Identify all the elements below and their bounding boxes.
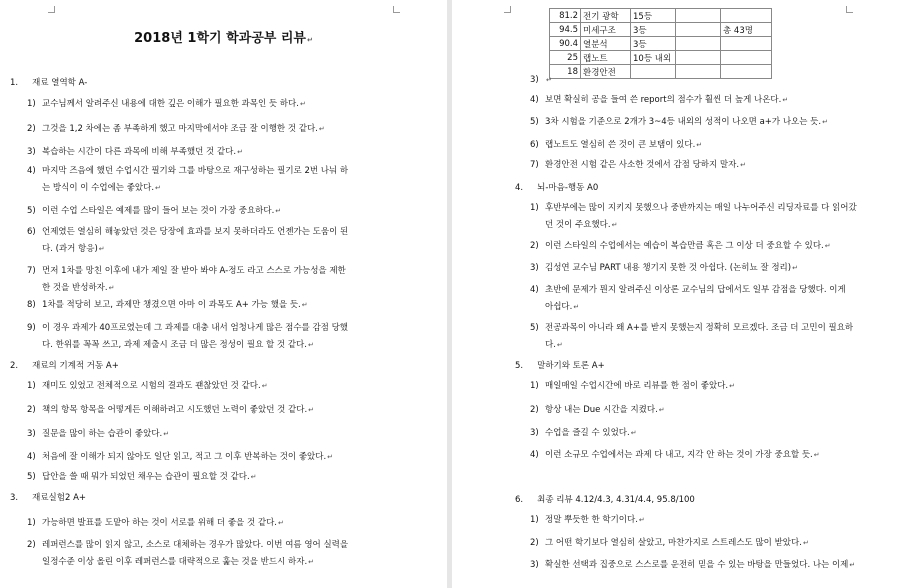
section-title-text: 재료실험2 A+: [32, 493, 87, 503]
paragraph-mark: ↵: [327, 453, 334, 461]
paragraph-mark: ↵: [729, 382, 736, 390]
list-item-number: 5): [27, 472, 36, 482]
list-item[interactable]: [530, 157, 875, 174]
list-item-text: 3차 시험을 기준으로 2개가 3~4등 내외의 성적이 나오면 a+가 나오는 듯.↵: [545, 117, 828, 127]
list-item-number: 2): [27, 405, 36, 415]
section-title-text: 뇌-마음-행동 A0: [537, 183, 599, 193]
list-item-text: 보면 확실히 공을 들여 쓴 report의 점수가 훨씬 더 높게 나온다.↵: [545, 95, 789, 105]
paragraph-mark: ↵: [98, 245, 105, 253]
list-item-number: 3): [27, 147, 36, 157]
paragraph-mark: ↵: [299, 100, 306, 108]
list-item-text: 전공과목이 아니라 왜 A+를 받지 못했는지 정확히 모르겠다. 조금 더 고민이 필요하 다.↵: [545, 323, 854, 350]
paragraph-mark: ↵: [108, 284, 115, 292]
list-item-text: 확실한 선택과 집중으로 스스로를 운전히 믿을 수 있는 바탕을 만들었다. 나는 이제↵: [545, 560, 856, 570]
grade-rank-cell[interactable]: 3등: [631, 23, 676, 37]
paragraph-mark: ↵: [824, 242, 831, 250]
list-item-text: 가능하면 발표를 도맡아 하는 것이 서로를 위해 더 좋을 것 같다.↵: [42, 518, 284, 528]
list-item-text: 그것을 1,2 차에는 좀 부족하게 했고 마지막에서야 조금 잘 이행한 것 같다.↵: [42, 124, 325, 134]
list-item[interactable]: [27, 449, 377, 466]
section-title-text: 재료의 기계적 거동 A+: [32, 361, 119, 371]
list-item-number: 1): [27, 518, 36, 528]
list-item[interactable]: [27, 469, 377, 486]
list-item-text: 언제였든 열심히 해놓았던 것은 당장에 효과를 보지 못하더라도 언젠가는 도움이 된 다. (과거 항응)↵: [42, 227, 349, 254]
margin-corner-mark: [393, 6, 400, 13]
list-item-text: [545, 72, 875, 89]
list-item-number: 1): [27, 381, 36, 391]
document-title[interactable]: 2018년 1학기 학과공부 리뷰↵: [134, 31, 313, 46]
grade-subject-cell[interactable]: 전기 광학: [581, 9, 631, 23]
list-item-text: 랩노트도 열심히 쓴 것이 큰 보탬이 있다.↵: [545, 140, 703, 150]
paragraph-mark: ↵: [630, 429, 637, 437]
grade-total-cell[interactable]: 총 43명: [721, 23, 772, 37]
paragraph-mark: ↵: [546, 76, 552, 84]
grade-score-cell[interactable]: 18: [550, 65, 581, 79]
list-item[interactable]: [27, 297, 377, 314]
paragraph-mark: ↵: [237, 148, 243, 156]
grade-score-cell[interactable]: 90.4: [550, 37, 581, 51]
list-item[interactable]: [27, 263, 377, 297]
paragraph-mark: ↵: [163, 430, 170, 438]
list-item-text: 질문을 많이 하는 습관이 좋았다.↵: [42, 429, 170, 439]
paragraph-mark: ↵: [658, 406, 665, 414]
paragraph-mark: ↵: [318, 125, 325, 133]
list-item-text: 복습하는 시간이 다른 과목에 비해 부족했던 것 같다.↵: [42, 147, 243, 157]
list-item[interactable]: [530, 92, 875, 109]
list-item-text: 수업을 즐길 수 있었다.↵: [545, 428, 637, 438]
list-item-number: 1): [27, 99, 36, 109]
list-item[interactable]: [530, 200, 885, 234]
list-item-number: 2): [27, 540, 36, 550]
paragraph-mark: ↵: [275, 207, 282, 215]
list-item[interactable]: [27, 96, 377, 113]
list-item-text: 정말 뿌듯한 한 학기이다.↵: [545, 515, 645, 525]
paragraph-mark: ↵: [849, 561, 856, 569]
list-item-text: 그 어떤 학기보다 열심히 살았고, 마찬가지로 스트레스도 많이 받았다.↵: [545, 538, 809, 548]
list-item[interactable]: [530, 282, 885, 316]
list-item-number: 3): [530, 428, 539, 438]
list-item-text: 초반에 문제가 뭔지 알려주신 이상론 교수님의 답에서도 일부 감점을 당했다. 이게 아쉽다.↵: [545, 285, 846, 312]
list-item-number: 2): [530, 405, 539, 415]
list-item-number: 5): [27, 206, 36, 216]
list-item[interactable]: [530, 260, 885, 277]
paragraph-mark: ↵: [155, 184, 161, 192]
grade-total-cell[interactable]: [721, 51, 772, 65]
list-item[interactable]: [27, 320, 377, 354]
list-item-number: 4): [27, 452, 36, 462]
list-item-number: 4): [27, 166, 36, 176]
table-row: [550, 37, 772, 51]
section-number: 5.: [515, 361, 524, 371]
grade-subject-cell[interactable]: 환경안전: [581, 65, 631, 79]
grade-table[interactable]: [549, 8, 772, 79]
list-item-number: 9): [27, 323, 36, 333]
section-number: 1.: [10, 78, 19, 88]
list-item[interactable]: [27, 121, 377, 138]
list-item[interactable]: [530, 72, 875, 89]
list-item[interactable]: [27, 203, 377, 220]
list-item[interactable]: [530, 402, 885, 419]
list-item-text: 마지막 즈음에 했던 수업시간 필기와 그를 바탕으로 재구성하는 필기로 2번 나눠 하 는 방식이 이 수업에는 좋았다.↵: [42, 166, 349, 193]
list-item[interactable]: [27, 163, 377, 197]
list-item[interactable]: [530, 238, 885, 255]
table-row: [550, 9, 772, 23]
grade-subject-cell[interactable]: 미세구조: [581, 23, 631, 37]
list-item-text: 이런 소규모 수업에서는 과제 다 내고, 지각 안 하는 것이 가장 중요할 듯.↵: [545, 450, 820, 460]
list-item[interactable]: [530, 535, 885, 552]
paragraph-mark: ↵: [307, 341, 314, 349]
list-item-number: 2): [530, 538, 539, 548]
list-item[interactable]: [530, 320, 885, 354]
list-item[interactable]: [530, 137, 875, 154]
list-item-number: 2): [530, 241, 539, 251]
list-item-number: 3): [530, 75, 539, 85]
list-item-text: 이 경우 과제가 40프로였는데 그 과제를 대충 내서 엄청나게 많은 점수를 감점 당했 다. 한위를 꼭꼭 쓰고, 과제 제출시 조금 더 많은 정성이 필요 할 것 같다.↵: [42, 323, 348, 350]
list-item-number: 1): [530, 381, 539, 391]
grade-empty-cell[interactable]: [676, 51, 721, 65]
grade-total-cell[interactable]: [721, 37, 772, 51]
section-title-text: 말하기와 토론 A+: [537, 361, 605, 371]
grade-score-cell[interactable]: 81.2: [550, 9, 581, 23]
list-item-text: 레퍼런스를 많이 읽지 않고, 소스로 대체하는 경우가 많았다. 이번 여름 영어 실력을 일정수준 이상 올린 이후 레퍼런스를 대략적으로 훑는 것을 반드시 하자.↵: [42, 540, 349, 567]
paragraph-mark: ↵: [250, 473, 257, 481]
paragraph-mark: ↵: [301, 301, 308, 309]
grade-empty-cell[interactable]: [676, 9, 721, 23]
list-item-text: 재미도 있었고 전체적으로 시험의 결과도 괜찮았던 것 같다.↵: [42, 381, 268, 391]
paragraph-mark: ↵: [261, 382, 268, 390]
grade-score-cell[interactable]: 25: [550, 51, 581, 65]
list-item-number: 1): [530, 515, 539, 525]
list-item-number: 4): [530, 285, 539, 295]
list-item[interactable]: [530, 378, 885, 395]
list-item-number: 5): [530, 117, 539, 127]
list-item-text: 환경안전 시험 같은 사소한 것에서 감점 당하지 말자.↵: [545, 160, 746, 170]
section-number: 2.: [10, 361, 19, 371]
list-item-number: 7): [530, 160, 539, 170]
list-item-number: 6): [530, 140, 539, 150]
paragraph-mark: ↵: [573, 303, 580, 311]
grade-rank-cell[interactable]: 10등 내외: [631, 51, 676, 65]
list-item[interactable]: [530, 425, 885, 442]
document-page-right: [452, 0, 900, 588]
grade-empty-cell[interactable]: [676, 23, 721, 37]
grade-subject-cell[interactable]: 랩노트: [581, 51, 631, 65]
list-item-number: 5): [530, 323, 539, 333]
list-item-number: 3): [530, 560, 539, 570]
grade-total-cell[interactable]: [721, 9, 772, 23]
list-item[interactable]: [27, 144, 377, 161]
list-item-number: 1): [530, 203, 539, 213]
grade-rank-cell[interactable]: 15등: [631, 9, 676, 23]
list-item[interactable]: [27, 537, 377, 571]
paragraph-mark: ↵: [792, 264, 798, 272]
section-title-text: 최종 리뷰 4.12/4.3, 4.31/4.4, 95.8/100: [537, 495, 695, 505]
list-item[interactable]: [530, 557, 885, 574]
section-number: 6.: [515, 495, 524, 505]
list-item-text: 이런 수업 스타일은 예제를 많이 들어 보는 것이 가장 중요하다.↵: [42, 206, 282, 216]
list-item[interactable]: [27, 378, 377, 395]
list-item-number: 8): [27, 300, 36, 310]
section-number: 4.: [515, 183, 524, 193]
list-item-text: 책의 항목 항목을 어떻게든 이해하려고 시도했던 노력이 좋았던 것 같다.↵: [42, 405, 315, 415]
section-number: 3.: [10, 493, 19, 503]
list-item-text: 답안을 쓸 때 뭐가 되었던 채우는 습관이 필요할 것 같다.↵: [42, 472, 257, 482]
list-item-number: 3): [27, 429, 36, 439]
paragraph-mark: ↵: [278, 519, 284, 527]
grade-score-cell[interactable]: 94.5: [550, 23, 581, 37]
list-item-text: 매일매일 수업시간에 바로 리뷰를 한 점이 좋았다.↵: [545, 381, 736, 391]
section-title-text: 재료 열역학 A-: [32, 78, 88, 88]
list-item-text: 1차를 적당히 보고, 과제만 챙겼으면 아마 이 과목도 A+ 가능 했을 듯.↵: [42, 300, 308, 310]
paragraph-mark: ↵: [556, 341, 563, 349]
list-item[interactable]: [27, 402, 377, 419]
margin-corner-mark: [846, 6, 853, 13]
paragraph-mark: ↵: [308, 406, 315, 414]
list-item-text: 처음에 잘 이해가 되지 않아도 일단 읽고, 적고 그 이후 반복하는 것이 좋았다.↵: [42, 452, 334, 462]
list-item-text: 김성연 교수님 PART 내용 챙기지 못한 것 아쉽다. (논히뇨 잘 정리)↵: [545, 263, 798, 273]
list-item[interactable]: [530, 447, 885, 464]
paragraph-mark: ↵: [813, 451, 820, 459]
section-heading[interactable]: [515, 493, 695, 505]
list-item-number: 3): [530, 263, 539, 273]
document-page-left: [0, 0, 447, 588]
list-item-text: 항상 내는 Due 시간을 지켰다.↵: [545, 405, 665, 415]
list-item-number: 7): [27, 266, 36, 276]
section-heading[interactable]: [10, 491, 86, 503]
paragraph-mark: ↵: [308, 558, 315, 566]
list-item[interactable]: [27, 426, 377, 443]
grade-subject-cell[interactable]: 열분석: [581, 37, 631, 51]
list-item[interactable]: [27, 515, 377, 532]
list-item-number: 2): [27, 124, 36, 134]
list-item-text: 후반부에는 많이 지키지 못했으나 중반까지는 매일 나누어주신 리딩자료를 다 읽어갔 던 것이 주요했다.↵: [545, 203, 857, 230]
paragraph-mark: ↵: [638, 516, 645, 524]
section-heading[interactable]: [10, 76, 87, 88]
list-item-text: 이런 스타일의 수업에서는 예습이 복습만큼 혹은 그 이상 더 중요할 수 있다.↵: [545, 241, 831, 251]
list-item-number: 6): [27, 227, 36, 237]
section-heading[interactable]: [10, 359, 119, 371]
paragraph-mark: ↵: [611, 221, 618, 229]
list-item-number: 4): [530, 450, 539, 460]
table-row: [550, 51, 772, 65]
list-item[interactable]: [530, 512, 885, 529]
paragraph-mark: ↵: [782, 96, 789, 104]
list-item-text: 먼저 1차를 망친 이후에 내가 제일 잘 받아 봐야 A-정도 라고 스스로 가능성을 제한 한 것을 반성하자.↵: [42, 266, 346, 293]
grade-rank-cell[interactable]: 3등: [631, 37, 676, 51]
paragraph-mark: ↵: [740, 161, 746, 169]
paragraph-mark: ↵: [696, 141, 703, 149]
list-item[interactable]: [530, 114, 875, 131]
section-heading[interactable]: [515, 181, 598, 193]
margin-corner-mark: [48, 6, 55, 13]
list-item[interactable]: [27, 224, 377, 258]
paragraph-mark: ↵: [822, 118, 828, 126]
list-item-text: 교수님께서 알려주신 내용에 대한 깊은 이해가 필요한 과목인 듯 하다.↵: [42, 99, 306, 109]
table-row: [550, 23, 772, 37]
section-heading[interactable]: [515, 359, 605, 371]
margin-corner-mark: [504, 6, 511, 13]
grade-empty-cell[interactable]: [676, 37, 721, 51]
paragraph-mark: ↵: [802, 539, 809, 547]
list-item-number: 4): [530, 95, 539, 105]
